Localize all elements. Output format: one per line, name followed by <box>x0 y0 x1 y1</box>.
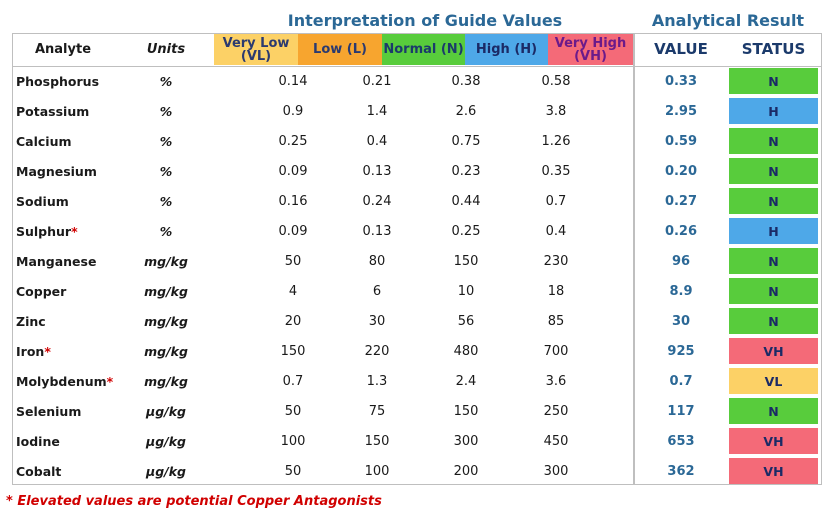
guide-value-vl: 0.09 <box>278 223 308 239</box>
analyte-units: mg/kg <box>144 373 188 389</box>
guide-value-vl: 0.14 <box>278 73 308 89</box>
analyte-label: Phosphorus <box>16 73 100 89</box>
analyte-name <box>16 246 96 276</box>
guide-value-l: 0.13 <box>362 163 392 179</box>
analyte-units: mg/kg <box>144 283 188 299</box>
guide-value-h: 250 <box>543 403 569 419</box>
guide-value-h: 18 <box>547 283 565 299</box>
analyte-label: Magnesium <box>16 163 97 179</box>
result-value: 362 <box>667 463 695 479</box>
status-badge: N <box>729 308 818 334</box>
analyte-name <box>16 216 78 246</box>
guide-value-l: 220 <box>364 343 390 359</box>
guide-value-l: 150 <box>364 433 390 449</box>
analyte-name <box>16 186 69 216</box>
header-very-low: Very Low (VL) <box>214 34 298 65</box>
status-badge: N <box>729 128 818 154</box>
guide-value-n: 2.6 <box>455 103 477 119</box>
guide-value-h: 230 <box>543 253 569 269</box>
analyte-units: % <box>159 163 173 179</box>
guide-value-l: 30 <box>368 313 386 329</box>
result-value: 117 <box>667 403 695 419</box>
analyte-units: % <box>159 193 173 209</box>
guide-value-l: 0.13 <box>362 223 392 239</box>
analyte-label: Cobalt <box>16 463 62 479</box>
analyte-units: mg/kg <box>144 253 188 269</box>
analyte-label: Potassium <box>16 103 90 119</box>
result-value: 30 <box>671 313 691 329</box>
guide-value-l: 100 <box>364 463 390 479</box>
guide-value-n: 0.75 <box>451 133 481 149</box>
result-value: 0.20 <box>664 163 698 179</box>
result-value: 96 <box>671 253 691 269</box>
guide-value-vl: 20 <box>284 313 302 329</box>
guide-value-vl: 150 <box>280 343 306 359</box>
analyte-units: % <box>159 103 173 119</box>
status-badge: VL <box>729 368 818 394</box>
guide-value-vl: 4 <box>288 283 298 299</box>
header-value: VALUE <box>654 40 708 58</box>
antagonist-marker: * <box>71 223 78 239</box>
analyte-name <box>16 426 60 456</box>
result-value: 925 <box>667 343 695 359</box>
analyte-label: Copper <box>16 283 67 299</box>
guide-values-title: Interpretation of Guide Values <box>287 11 563 30</box>
antagonist-marker: * <box>106 373 114 389</box>
analyte-name <box>16 66 99 96</box>
guide-value-h: 700 <box>543 343 569 359</box>
analyte-label: Molybdenum <box>16 373 107 389</box>
result-value: 0.27 <box>664 193 698 209</box>
analyte-name <box>16 306 46 336</box>
analyte-units: mg/kg <box>144 343 188 359</box>
analyte-name <box>16 156 97 186</box>
analyte-label: Calcium <box>16 133 72 149</box>
guide-value-vl: 50 <box>284 253 302 269</box>
guide-value-l: 1.4 <box>366 103 388 119</box>
analyte-units: % <box>159 73 173 89</box>
result-value: 0.7 <box>669 373 693 389</box>
guide-value-n: 200 <box>453 463 479 479</box>
status-badge: H <box>729 218 818 244</box>
guide-value-n: 56 <box>457 313 475 329</box>
guide-value-n: 0.38 <box>451 73 481 89</box>
analyte-label: Sodium <box>16 193 69 209</box>
result-value: 0.59 <box>664 133 698 149</box>
analyte-label: Iodine <box>16 433 60 449</box>
result-value: 8.9 <box>669 283 693 299</box>
antagonist-marker: * <box>44 343 51 359</box>
analyte-units: % <box>159 223 173 239</box>
guide-value-l: 6 <box>372 283 382 299</box>
status-badge: N <box>729 68 818 94</box>
guide-value-n: 300 <box>453 433 479 449</box>
analyte-name <box>16 126 72 156</box>
result-value: 0.33 <box>664 73 698 89</box>
status-badge: N <box>729 398 818 424</box>
footnote: * Elevated values are potential Copper Antagonists <box>6 494 382 509</box>
guide-value-n: 0.44 <box>451 193 481 209</box>
analyte-label: Selenium <box>16 403 82 419</box>
analyte-name <box>16 366 113 396</box>
analytical-result-title: Analytical Result <box>651 11 805 30</box>
status-badge: N <box>729 278 818 304</box>
analyte-label: Iron <box>16 343 45 359</box>
analyte-label: Zinc <box>16 313 46 329</box>
header-low: Low (L) <box>298 34 382 65</box>
analyte-units: µg/kg <box>146 463 186 479</box>
guide-value-l: 0.4 <box>366 133 388 149</box>
analyte-name <box>16 396 81 426</box>
analyte-units: µg/kg <box>146 433 186 449</box>
analyte-units: % <box>159 133 173 149</box>
status-badge: VH <box>729 338 818 364</box>
result-value: 653 <box>667 433 695 449</box>
guide-value-n: 0.25 <box>451 223 481 239</box>
analyte-label: Sulphur <box>16 223 72 239</box>
status-badge: VH <box>729 458 818 484</box>
guide-value-vl: 0.7 <box>282 373 304 389</box>
analyte-name <box>16 336 51 366</box>
analyte-label: Manganese <box>16 253 97 269</box>
guide-value-h: 85 <box>547 313 565 329</box>
guide-value-l: 1.3 <box>366 373 388 389</box>
guide-value-h: 0.7 <box>545 193 567 209</box>
guide-value-l: 80 <box>368 253 386 269</box>
status-badge: N <box>729 158 818 184</box>
guide-value-vl: 100 <box>280 433 306 449</box>
analyte-name <box>16 276 66 306</box>
guide-value-vl: 50 <box>284 463 302 479</box>
status-badge: N <box>729 188 818 214</box>
header-status: STATUS <box>741 40 806 58</box>
guide-value-h: 300 <box>543 463 569 479</box>
guide-value-n: 2.4 <box>455 373 477 389</box>
header-very-high: Very High (VH) <box>548 34 633 65</box>
guide-value-n: 0.23 <box>451 163 481 179</box>
guide-value-vl: 0.16 <box>278 193 308 209</box>
result-value: 2.95 <box>664 103 698 119</box>
analyte-units: mg/kg <box>144 313 188 329</box>
header-high: High (H) <box>465 34 548 65</box>
analyte-name <box>16 96 89 126</box>
result-value: 0.26 <box>664 223 698 239</box>
guide-value-h: 0.35 <box>541 163 571 179</box>
guide-value-l: 0.24 <box>362 193 392 209</box>
guide-value-vl: 0.9 <box>282 103 304 119</box>
status-badge: VH <box>729 428 818 454</box>
guide-value-h: 3.6 <box>545 373 567 389</box>
guide-value-n: 150 <box>453 403 479 419</box>
guide-value-vl: 50 <box>284 403 302 419</box>
guide-value-n: 480 <box>453 343 479 359</box>
guide-value-l: 0.21 <box>362 73 392 89</box>
guide-value-n: 10 <box>457 283 475 299</box>
guide-value-n: 150 <box>453 253 479 269</box>
guide-value-h: 0.58 <box>541 73 571 89</box>
guide-value-vl: 0.25 <box>278 133 308 149</box>
status-badge: H <box>729 98 818 124</box>
guide-value-vl: 0.09 <box>278 163 308 179</box>
analyte-name <box>16 456 61 486</box>
analyte-units: µg/kg <box>146 403 186 419</box>
guide-value-h: 0.4 <box>545 223 567 239</box>
header-normal: Normal (N) <box>382 34 465 65</box>
header-units: Units <box>146 42 186 57</box>
guide-value-h: 450 <box>543 433 569 449</box>
status-badge: N <box>729 248 818 274</box>
guide-value-h: 3.8 <box>545 103 567 119</box>
guide-value-h: 1.26 <box>541 133 571 149</box>
guide-value-l: 75 <box>368 403 386 419</box>
header-analyte: Analyte <box>34 42 92 57</box>
